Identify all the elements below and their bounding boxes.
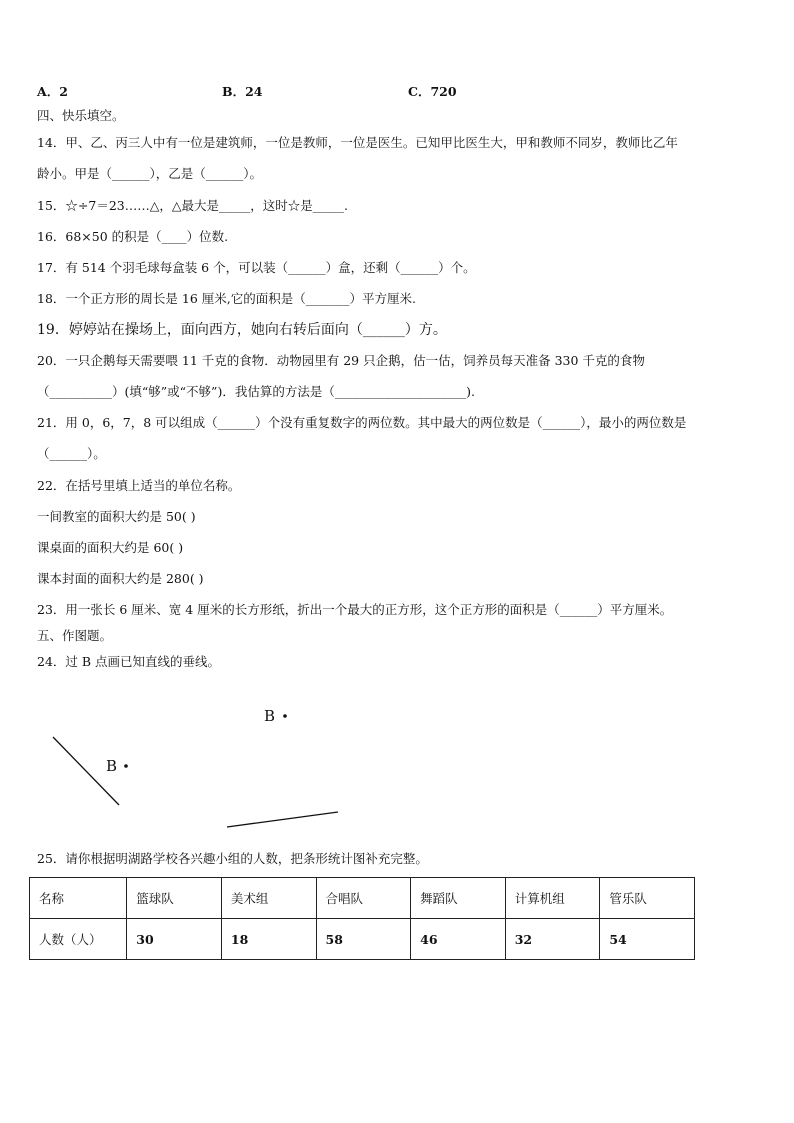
q22-item-b: 课桌面的面积大约是 60( ): [37, 540, 184, 555]
table-header-cell: 名称: [30, 878, 127, 919]
q16: 16．68×50 的积是（____）位数.: [37, 229, 229, 244]
table-row-label: 人数（人）: [30, 919, 127, 960]
given-line-2: [227, 812, 338, 827]
table-cell: 46: [411, 919, 506, 960]
q20-line2: （__________）(填“够”或“不够”)．我估算的方法是（_____________________).: [37, 384, 475, 399]
table-header-cell: 合唱队: [316, 878, 411, 919]
table-cell: 30: [127, 919, 222, 960]
q14-line1: 14．甲、乙、丙三人中有一位是建筑师，一位是教师，一位是医生。已知甲比医生大，甲和教师不同岁，教师比乙年: [37, 135, 678, 150]
table-cell: 54: [600, 919, 695, 960]
table-row: [30, 919, 695, 960]
table-header-row: [30, 878, 695, 919]
q21-line2: （______）。: [37, 446, 106, 461]
table-header-cell: 舞蹈队: [411, 878, 506, 919]
section-5-heading: 五、作图题。: [37, 628, 113, 643]
table-header-cell: 管乐队: [600, 878, 695, 919]
point-b-label-1: B: [264, 707, 276, 725]
q21-line1: 21．用 0，6，7，8 可以组成（______）个没有重复数字的两位数。其中最大的两位数是（______），最小的两位数是: [37, 415, 687, 430]
q22-item-a: 一间教室的面积大约是 50( ): [37, 509, 196, 524]
choice-a: A．2: [37, 84, 68, 99]
q15: 15．☆÷7＝23……△，△最大是_____，这时☆是_____.: [37, 198, 348, 213]
q14-line2: 龄小。甲是（______），乙是（______）。: [37, 166, 263, 181]
q22-item-c: 课本封面的面积大约是 280( ): [37, 571, 204, 586]
table-header-cell: 计算机组: [505, 878, 600, 919]
interest-group-table: [29, 877, 695, 960]
point-b-dot-2: [124, 764, 128, 768]
q23: 23．用一张长 6 厘米、宽 4 厘米的长方形纸，折出一个最大的正方形，这个正方形的面积是（______）平方厘米。: [37, 602, 673, 617]
q17: 17．有 514 个羽毛球每盒装 6 个，可以装（______）盒，还剩（______）个。: [37, 260, 476, 275]
q18: 18．一个正方形的周长是 16 厘米,它的面积是（_______）平方厘米.: [37, 291, 416, 306]
choice-c: C．720: [408, 84, 457, 99]
q22-stem: 22．在括号里填上适当的单位名称。: [37, 478, 241, 493]
choice-b: B．24: [222, 84, 263, 99]
q25-stem: 25．请你根据明湖路学校各兴趣小组的人数，把条形统计图补充完整。: [37, 851, 428, 866]
table-cell: 32: [505, 919, 600, 960]
table-cell: 58: [316, 919, 411, 960]
q19: 19．婷婷站在操场上，面向西方，她向右转后面向（______）方。: [37, 322, 447, 338]
table-header-cell: 美术组: [221, 878, 316, 919]
table-cell: 18: [221, 919, 316, 960]
table-header-cell: 篮球队: [127, 878, 222, 919]
q24-stem: 24．过 B 点画已知直线的垂线。: [37, 654, 221, 669]
point-b-dot-1: [283, 714, 287, 718]
section-4-heading: 四、快乐填空。: [37, 108, 125, 123]
point-b-label-2: B: [106, 757, 118, 775]
q20-line1: 20．一只企鹅每天需要喂 11 千克的食物．动物园里有 29 只企鹅，估一估，饲养员每天准备 330 千克的食物: [37, 353, 645, 368]
